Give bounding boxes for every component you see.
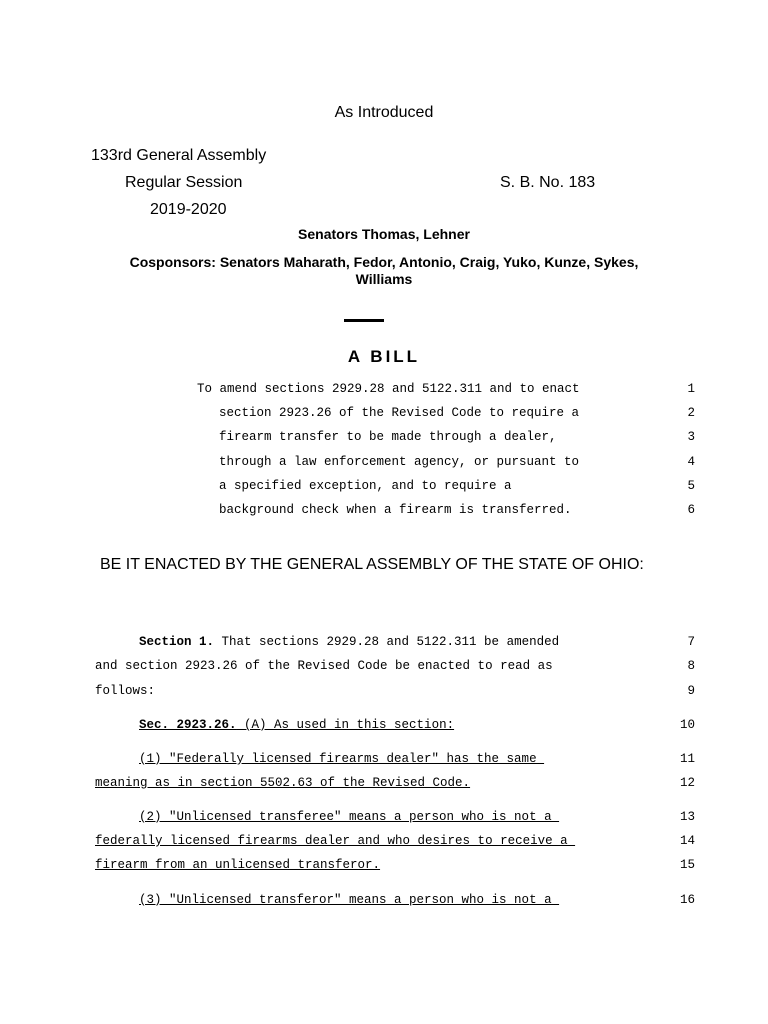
title-line: firearm transfer to be made through a dealer, [219, 430, 557, 444]
line-number: 5 [687, 479, 695, 493]
section-1-label: Section 1. [139, 635, 215, 649]
section-2923-26-text: (A) As used in this section: [236, 718, 455, 732]
title-line: a specified exception, and to require a [219, 479, 512, 493]
line-number: 1 [687, 382, 695, 396]
definition-2-line: (2) "Unlicensed transferee" means a person who is not a [139, 810, 560, 824]
bill-number: S. B. No. 183 [500, 174, 596, 191]
line-number: 15 [679, 858, 695, 872]
definition-2-line: firearm from an unlicensed transferor. [95, 858, 381, 872]
line-number: 2 [687, 406, 695, 420]
line-number: 9 [687, 684, 695, 698]
section-1-text: That sections 2929.28 and 5122.311 be amended [214, 635, 560, 649]
definition-2-line: federally licensed firearms dealer and who desires to receive a [95, 834, 576, 848]
heading-divider [344, 319, 384, 322]
section-1-line: follows: [95, 684, 156, 698]
enacting-clause: BE IT ENACTED BY THE GENERAL ASSEMBLY OF THE STATE OF OHIO: [100, 556, 644, 573]
line-number: 13 [679, 810, 695, 824]
line-number: 16 [679, 893, 695, 907]
section-1-line [139, 635, 559, 649]
line-number: 12 [679, 776, 695, 790]
line-number: 8 [687, 659, 695, 673]
cosponsors-line-1: Cosponsors: Senators Maharath, Fedor, Antonio, Craig, Yuko, Kunze, Sykes, [129, 254, 639, 270]
line-number: 14 [679, 834, 695, 848]
section-1-line: and section 2923.26 of the Revised Code be enacted to read as [95, 659, 553, 673]
definition-1-line: meaning as in section 5502.63 of the Revised Code. [95, 776, 471, 790]
definition-1-line: (1) "Federally licensed firearms dealer" has the same [139, 752, 545, 766]
bill-status: As Introduced [334, 104, 434, 121]
line-number: 3 [687, 430, 695, 444]
line-number: 7 [687, 635, 695, 649]
line-number: 6 [687, 503, 695, 517]
title-line: section 2923.26 of the Revised Code to require a [219, 406, 580, 420]
title-line: To amend sections 2929.28 and 5122.311 and to enact [197, 382, 580, 396]
bill-heading: A BILL [347, 347, 421, 366]
section-2923-26-line [139, 718, 454, 732]
section-2923-26-label: Sec. 2923.26. [139, 718, 237, 732]
title-line: through a law enforcement agency, or pursuant to [219, 455, 580, 469]
title-line: background check when a firearm is transferred. [219, 503, 572, 517]
cosponsors-line-2: Williams [355, 271, 413, 287]
sponsors: Senators Thomas, Lehner [298, 226, 470, 242]
session-name: Regular Session [125, 174, 243, 191]
line-number: 10 [679, 718, 695, 732]
definition-3-line: (3) "Unlicensed transferor" means a person who is not a [139, 893, 560, 907]
session-years: 2019-2020 [150, 201, 227, 218]
line-number: 4 [687, 455, 695, 469]
general-assembly: 133rd General Assembly [91, 147, 267, 164]
line-number: 11 [679, 752, 695, 766]
